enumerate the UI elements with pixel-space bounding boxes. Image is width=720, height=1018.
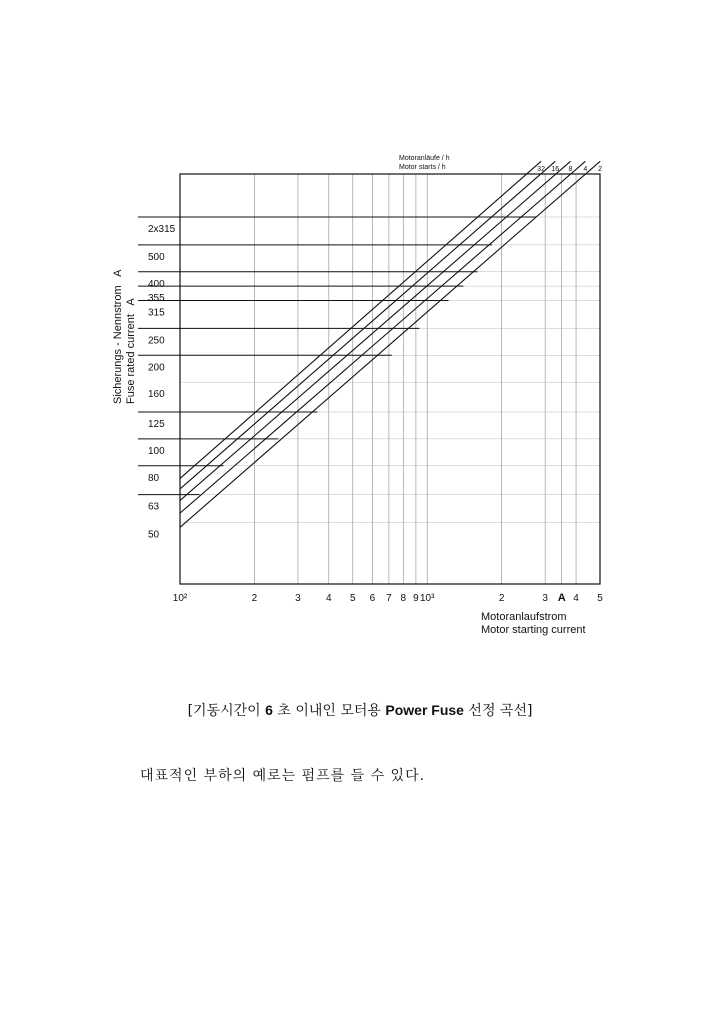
y-tick-label-9: 100 <box>148 445 165 457</box>
rating-lines <box>138 217 536 495</box>
x-axis-label-en: Motor starting current <box>481 624 586 636</box>
x-tick-label-1: 2 <box>251 593 258 604</box>
chart-grid <box>180 174 600 584</box>
x-tick-label-12: A <box>557 592 566 604</box>
y-tick-label-8: 125 <box>148 418 165 430</box>
x-tick-label-6: 7 <box>386 593 392 604</box>
caption-close: 선정 곡선] <box>463 703 533 719</box>
series-label-4: 4 <box>583 166 588 173</box>
series-label-2: 2 <box>598 166 603 173</box>
y-axis-label-en: Fuse rated current A <box>125 298 137 404</box>
y-tick-label-7: 160 <box>148 389 165 401</box>
y-tick-label-11: 63 <box>148 501 160 513</box>
y-tick-label-0: 2x315 <box>148 223 176 235</box>
series-line-16 <box>180 161 555 489</box>
y-tick-label-6: 200 <box>148 362 165 374</box>
x-tick-label-0: 10² <box>172 593 188 604</box>
x-tick-label-5: 6 <box>369 593 376 604</box>
y-tick-label-3: 355 <box>148 293 165 305</box>
series-label-32: 32 <box>537 166 545 173</box>
x-tick-label-9: 10³ <box>419 593 435 604</box>
series-line-4 <box>180 161 588 513</box>
x-tick-label-2: 3 <box>295 593 301 604</box>
y-tick-label-5: 250 <box>148 335 165 347</box>
x-tick-label-13: 4 <box>573 593 579 604</box>
chart-caption <box>0 700 720 720</box>
caption-mid: 초 이내인 모터용 <box>272 703 386 719</box>
x-tick-label-7: 8 <box>400 593 407 604</box>
caption-number: 6 <box>265 702 273 718</box>
y-axis-label-de: Sicherungs - Nennstrom A <box>112 269 124 404</box>
y-tick-label-12: 50 <box>148 529 160 541</box>
series-line-8 <box>180 161 570 500</box>
x-tick-label-11: 3 <box>542 593 548 604</box>
y-tick-label-1: 500 <box>148 251 165 263</box>
x-tick-labels <box>173 592 603 604</box>
y-tick-label-4: 315 <box>148 307 165 319</box>
chart-series <box>180 161 603 527</box>
y-tick-label-2: 400 <box>148 278 165 290</box>
series-labels <box>537 166 602 173</box>
series-line-2 <box>180 161 603 527</box>
x-tick-label-4: 5 <box>350 593 356 604</box>
caption-open: [기동시간이 <box>187 703 266 719</box>
caption-power-fuse: Power Fuse <box>385 702 464 718</box>
x-tick-label-10: 2 <box>498 593 505 604</box>
series-line-32 <box>180 161 541 478</box>
series-label-16: 16 <box>551 166 560 173</box>
body-paragraph: 대표적인 부하의 예로는 펌프를 들 수 있다. <box>140 768 426 784</box>
top-label-en: Motor starts / h <box>399 164 446 171</box>
series-label-8: 8 <box>568 166 573 173</box>
x-tick-label-3: 4 <box>326 593 332 604</box>
y-tick-label-10: 80 <box>148 472 160 484</box>
x-tick-label-8: 9 <box>413 593 419 604</box>
x-axis-label-de: Motoranlaufstrom <box>481 611 567 623</box>
x-tick-label-14: 5 <box>597 593 603 604</box>
top-label-de: Motoranläufe / h <box>399 155 450 162</box>
